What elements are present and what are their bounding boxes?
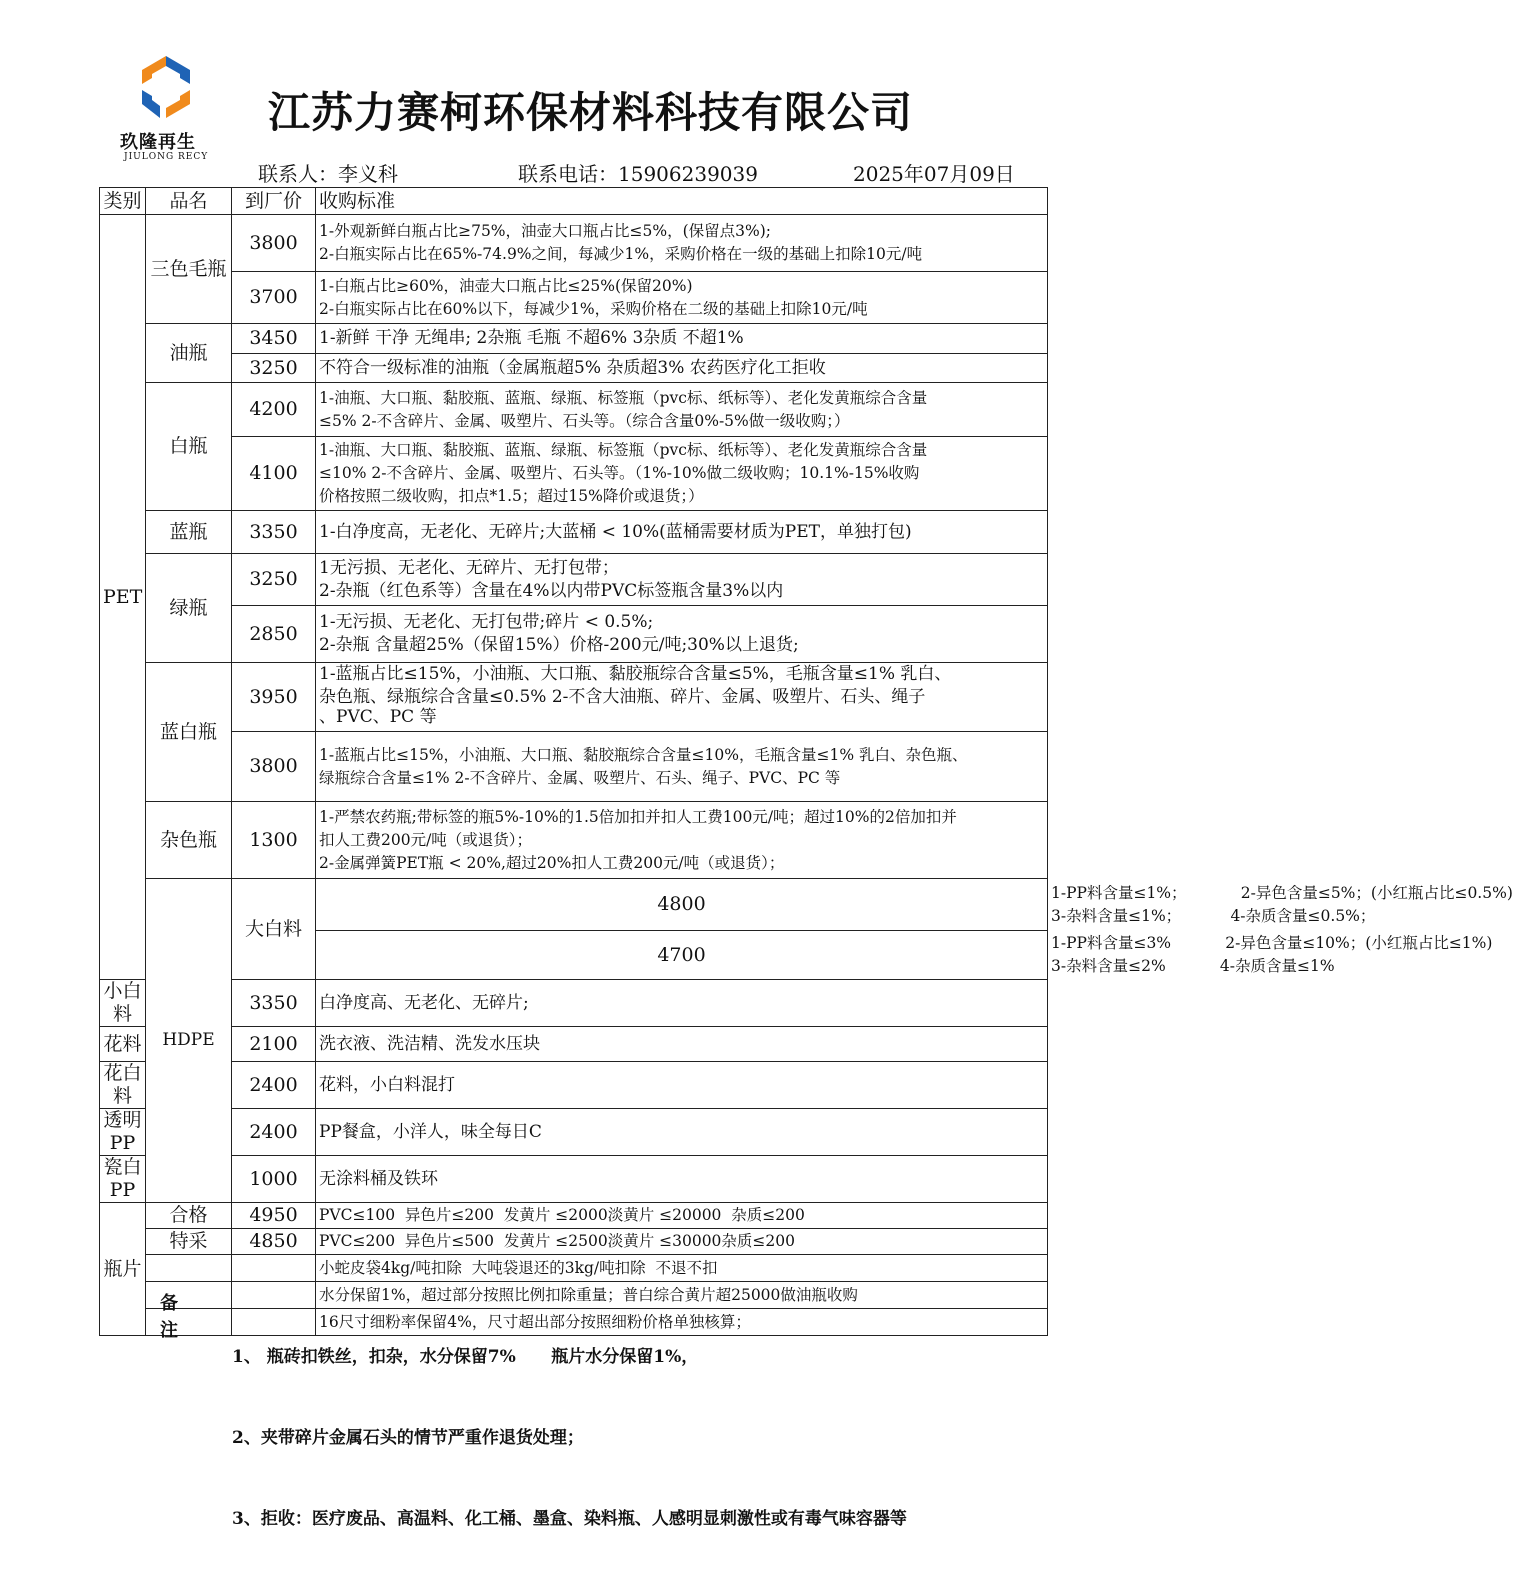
- table-row: [100, 1255, 1048, 1282]
- standard-line: ≤10% 2-不含碎片、金属、吸塑片、石头等。（1%-10%做二级收购；10.1%-15%收购: [319, 464, 920, 482]
- standard-line: 1-油瓶、大口瓶、黏胶瓶、蓝瓶、绿瓶、标签瓶（pvc标、纸标等）、老化发黄瓶综合含量: [319, 388, 928, 407]
- logo-brand-english: JIULONG RECY: [124, 152, 209, 162]
- table-row: [100, 1062, 1048, 1109]
- price-cell: 3350: [232, 980, 316, 1027]
- item-name-hege: 合格: [146, 1203, 232, 1229]
- table-row: [100, 606, 1048, 663]
- standard-line: 1-严禁农药瓶;带标签的瓶5%-10%的1.5倍加扣并扣人工费100元/吨；超过10%的2倍加扣并: [319, 807, 957, 826]
- standard-line: 白净度高、无老化、无碎片;: [316, 980, 1048, 1027]
- standard-line: 不符合一级标准的油瓶（金属瓶超5% 杂质超3% 农药医疗化工拒收: [316, 354, 1048, 383]
- standard-line: 1-蓝瓶占比≤15%，小油瓶、大口瓶、黏胶瓶综合含量≤5%，毛瓶含量≤1% 乳白、: [319, 664, 952, 684]
- price-cell: 3250: [232, 554, 316, 606]
- item-name-zase: 杂色瓶: [146, 802, 232, 879]
- standard-line: 2-金属弹簧PET瓶 < 20%,超过20%扣人工费200元/吨（或退货）；: [319, 853, 785, 872]
- item-name-cibai: 瓷白PP: [100, 1156, 146, 1203]
- table-row: [100, 554, 1048, 606]
- standard-line: 、PVC、PC 等: [319, 707, 437, 727]
- remark-item: 3、拒收：医疗废品、高温料、化工桶、墨盒、染料瓶、人感明显刺激性或有毒气味容器等: [232, 1509, 907, 1529]
- item-name-tecai: 特采: [146, 1229, 232, 1255]
- table-row: [100, 1027, 1048, 1062]
- logo-brand-name: 玖隆再生: [120, 132, 196, 153]
- standard-line: 2-杂瓶（红色系等）含量在4%以内带PVC标签瓶含量3%以内: [319, 580, 784, 601]
- standard-line: 1-蓝瓶占比≤15%，小油瓶、大口瓶、黏胶瓶综合含量≤10%，毛瓶含量≤1% 乳白、杂色瓶、: [319, 745, 968, 764]
- table-row: [100, 324, 1048, 354]
- standard-line: 花料，小白料混打: [316, 1062, 1048, 1109]
- standard-line: 1-新鲜 干净 无绳串; 2杂瓶 毛瓶 不超6% 3杂质 不超1%: [316, 324, 1048, 354]
- table-row: [100, 1229, 1048, 1255]
- item-name-xiaobai: 小白料: [100, 980, 146, 1027]
- standard-line: 绿瓶综合含量≤1% 2-不含碎片、金属、吸塑片、石头、绳子、PVC、PC 等: [319, 768, 841, 787]
- category-pet: PET: [100, 215, 146, 980]
- price-cell: 4950: [232, 1203, 316, 1229]
- standard-line: 2-白瓶实际占比在60%以下，每减少1%，采购价格在二级的基础上扣除10元/吨: [319, 299, 868, 318]
- standard-line: PVC≤100 异色片≤200 发黄片 ≤2000淡黄片 ≤20000 杂质≤200: [316, 1203, 1048, 1229]
- price-cell: 2400: [232, 1109, 316, 1156]
- price-cell: 3250: [232, 354, 316, 383]
- item-name-baiping: 白瓶: [146, 383, 232, 511]
- item-name-sanse: 三色毛瓶: [146, 215, 232, 324]
- item-name-lvping: 绿瓶: [146, 554, 232, 663]
- header-category: 类别: [100, 188, 146, 215]
- price-cell: 2400: [232, 1062, 316, 1109]
- price-cell: 4100: [232, 437, 316, 511]
- table-row: [100, 437, 1048, 511]
- standard-line: 洗衣液、洗洁精、洗发水压块: [316, 1027, 1048, 1062]
- header-name: 品名: [146, 188, 232, 215]
- price-cell: 3800: [232, 215, 316, 272]
- price-cell: 2850: [232, 606, 316, 663]
- standard-line: 1-无污损、无老化、无打包带;碎片 < 0.5%;: [319, 612, 654, 632]
- table-row: [100, 732, 1048, 802]
- standard-line: 1-外观新鲜白瓶占比≥75%，油壶大口瓶占比≤5%，(保留点3%);: [319, 222, 772, 240]
- header-price: 到厂价: [232, 188, 316, 215]
- price-cell: 4800: [316, 879, 1048, 931]
- standard-line: 2-杂瓶 含量超25%（保留15%）价格-200元/吨;30%以上退货;: [319, 635, 799, 655]
- table-row: [100, 1109, 1048, 1156]
- contact-person: 联系人：李义科: [258, 162, 398, 186]
- standard-line: 杂色瓶、绿瓶综合含量≤0.5% 2-不含大油瓶、碎片、金属、吸塑片、石头、绳子: [319, 687, 926, 707]
- table-row: [100, 1156, 1048, 1203]
- standard-line: 16尺寸细粉率保留4%，尺寸超出部分按照细粉价格单独核算；: [316, 1309, 1048, 1336]
- item-name-hualiao: 花料: [100, 1027, 146, 1062]
- table-header-row: [100, 188, 1048, 215]
- item-name-youping: 油瓶: [146, 324, 232, 383]
- standard-line: 扣人工费200元/吨（或退货）；: [319, 830, 533, 849]
- price-cell: 3350: [232, 511, 316, 554]
- table-row: [100, 802, 1048, 879]
- table-row: [100, 663, 1048, 732]
- table-row: [100, 511, 1048, 554]
- table-row: [100, 383, 1048, 437]
- standard-line: 小蛇皮袋4kg/吨扣除 大吨袋退还的3kg/吨扣除 不退不扣: [316, 1255, 1048, 1282]
- company-logo: [128, 52, 218, 122]
- table-row: [100, 272, 1048, 324]
- price-cell: 2100: [232, 1027, 316, 1062]
- item-name-touming: 透明PP: [100, 1109, 146, 1156]
- company-title: 江苏力赛柯环保材料科技有限公司: [268, 88, 914, 137]
- price-cell: 3700: [232, 272, 316, 324]
- standard-line: 1-白瓶占比≥60%，油壶大口瓶占比≤25%(保留20%): [319, 276, 693, 295]
- table-row: [100, 215, 1048, 272]
- standard-line: 1-白净度高，无老化、无碎片;大蓝桶 < 10%(蓝桶需要材质为PET，单独打包): [316, 511, 1048, 554]
- table-row: 4700 1-PP料含量≤3% 2-异色含量≤10%；(小红瓶占比≤1%) 3-杂料含量≤2% 4-杂质含量≤1%: [100, 931, 1048, 980]
- jiulong-hexagon-logo-icon: [134, 52, 198, 122]
- price-cell: 4200: [232, 383, 316, 437]
- standard-line: PVC≤200 异色片≤500 发黄片 ≤2500淡黄片 ≤30000杂质≤200: [316, 1229, 1048, 1255]
- table-row: [100, 354, 1048, 383]
- price-cell: 3450: [232, 324, 316, 354]
- standard-line: 1-油瓶、大口瓶、黏胶瓶、蓝瓶、绿瓶、标签瓶（pvc标、纸标等）、老化发黄瓶综合含量: [319, 441, 928, 459]
- item-name-huabai: 花白料: [100, 1062, 146, 1109]
- price-table: [99, 187, 1513, 1336]
- standard-line: PP餐盒，小洋人，味全每日C: [316, 1109, 1048, 1156]
- standard-line: 2-白瓶实际占比在65%-74.9%之间，每减少1%，采购价格在一级的基础上扣除10元/吨: [319, 245, 923, 263]
- price-cell: 4700: [316, 931, 1048, 980]
- standard-line: 价格按照二级收购，扣点*1.5；超过15%降价或退货；）: [319, 487, 704, 505]
- category-hdpe: HDPE: [146, 879, 232, 1203]
- table-row: HDPE 大白料 4800 1-PP料含量≤1%； 2-异色含量≤5%；(小红瓶占比≤0.5%) 3-杂料含量≤1%； 4-杂质含量≤0.5%；: [100, 879, 1048, 931]
- standard-line: 1无污损、无老化、无碎片、无打包带；: [319, 557, 619, 578]
- standard-line: ≤5% 2-不含碎片、金属、吸塑片、石头等。（综合含量0%-5%做一级收购；）: [319, 411, 850, 430]
- item-name-lanping: 蓝瓶: [146, 511, 232, 554]
- remark-item: 2、夹带碎片金属石头的情节严重作退货处理；: [232, 1428, 584, 1448]
- standard-line: 无涂料桶及铁环: [316, 1156, 1048, 1203]
- contact-phone: 联系电话：15906239039: [518, 162, 758, 186]
- price-cell: 4850: [232, 1229, 316, 1255]
- price-cell: 1300: [232, 802, 316, 879]
- remarks-label: 备注: [160, 1293, 178, 1341]
- header-standard: 收购标准: [316, 188, 1048, 215]
- item-name-lanbai: 蓝白瓶: [146, 663, 232, 802]
- table-row: [100, 1203, 1048, 1229]
- standard-line: 水分保留1%，超过部分按照比例扣除重量；普白综合黄片超25000做油瓶收购: [316, 1282, 1048, 1309]
- document-date: 2025年07月09日: [853, 162, 1015, 186]
- category-flakes: 瓶片: [100, 1203, 146, 1336]
- item-name-dabai: 大白料: [232, 879, 316, 980]
- price-cell: 3950: [232, 663, 316, 732]
- price-cell: 3800: [232, 732, 316, 802]
- table-row: [100, 980, 1048, 1027]
- price-cell: 1000: [232, 1156, 316, 1203]
- remark-item: 1、 瓶砖扣铁丝，扣杂，水分保留7% 瓶片水分保留1%，: [232, 1347, 699, 1367]
